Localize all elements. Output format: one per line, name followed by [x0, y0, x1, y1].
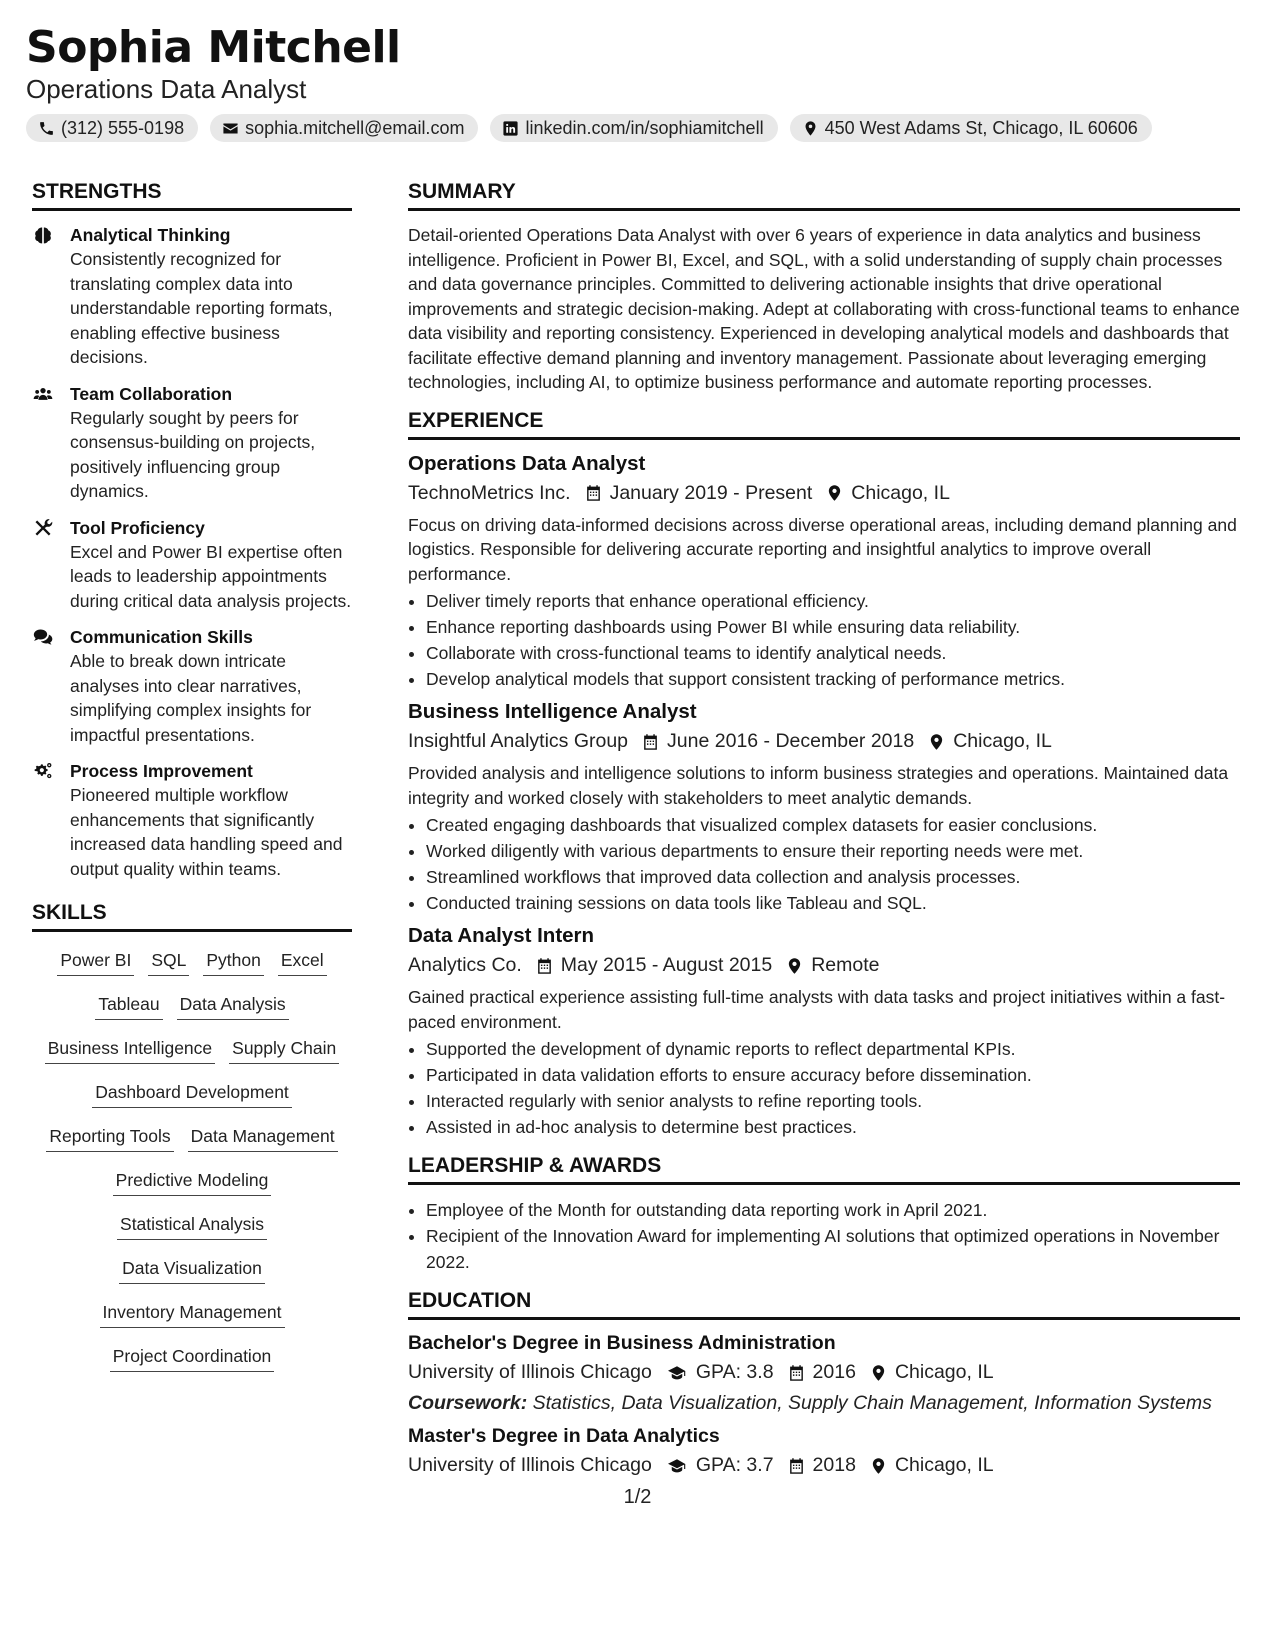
- job-location: Remote: [811, 954, 880, 976]
- coursework-text: Statistics, Data Visualization, Supply Chain Management, Information Systems: [532, 1392, 1212, 1414]
- job-meta: [408, 730, 1240, 753]
- skill-tag: Supply Chain: [229, 1036, 339, 1064]
- job-bullet: • Interacted regularly with senior analysts to refine reporting tools.: [426, 1088, 1240, 1114]
- skill-tag: Predictive Modeling: [113, 1168, 272, 1196]
- job-description: Focus on driving data-informed decisions across diverse operational areas, including demand planning and logistics. Responsible for delivering accurate reporting and insightful analytics to improve overall performance.: [408, 514, 1237, 584]
- phone-icon: [38, 120, 55, 137]
- graduation-year: 2016: [812, 1361, 856, 1383]
- leadership-heading: LEADERSHIP & AWARDS: [408, 1154, 1240, 1185]
- skill-tag: Python: [203, 948, 263, 976]
- graduation-cap-icon: [666, 1364, 688, 1382]
- calendar-icon: [642, 733, 659, 751]
- graduation-cap-icon: [666, 1457, 688, 1475]
- brain-icon: [32, 225, 54, 245]
- job-bullet: • Deliver timely reports that enhance operational efficiency.: [426, 588, 1240, 614]
- map-pin-icon: [928, 733, 945, 751]
- comments-icon: [32, 627, 54, 647]
- job-description: Provided analysis and intelligence solutions to inform business strategies and operations. Maintained data integrity and worked closely with stakeholders to meet analytic demands.: [408, 763, 1229, 808]
- skill-tag: Power BI: [57, 948, 134, 976]
- contact-phone-text: (312) 555-0198: [61, 117, 185, 138]
- job-dates: January 2019 - Present: [609, 481, 813, 504]
- gpa: GPA: 3.7: [695, 1454, 774, 1476]
- skill-tag: SQL: [148, 948, 189, 976]
- graduation-year: 2018: [812, 1454, 856, 1476]
- job-company: Analytics Co.: [408, 954, 522, 976]
- job-bullet: • Created engaging dashboards that visualized complex datasets for easier conclusions.: [426, 812, 1240, 838]
- strength-item: [32, 516, 352, 614]
- strength-title: Analytical Thinking: [70, 225, 231, 245]
- calendar-icon: [788, 1364, 805, 1382]
- job-bullet: • Streamlined workflows that improved data collection and analysis processes.: [426, 864, 1240, 890]
- contact-address: [790, 114, 1152, 142]
- contact-address-text: 450 West Adams St, Chicago, IL 60606: [824, 117, 1138, 138]
- contact-phone[interactable]: [26, 114, 198, 142]
- contact-linkedin[interactable]: [490, 114, 777, 142]
- job-title: Data Analyst Intern: [408, 924, 595, 947]
- map-pin-icon: [870, 1364, 887, 1382]
- strengths-heading: STRENGTHS: [32, 180, 352, 211]
- experience-heading: EXPERIENCE: [408, 409, 1240, 440]
- candidate-role: Operations Data Analyst: [26, 74, 307, 104]
- calendar-icon: [585, 484, 602, 502]
- skill-tag: Data Visualization: [119, 1256, 265, 1284]
- strength-desc: Consistently recognized for translating complex data into understandable reporting formats, enabling effective business decisions.: [70, 249, 333, 367]
- page-number: 1/2: [623, 1486, 652, 1508]
- skill-tag: Inventory Management: [100, 1300, 285, 1328]
- job-location: Chicago, IL: [953, 730, 1052, 752]
- strength-title: Communication Skills: [70, 627, 253, 647]
- strength-item: [32, 759, 352, 881]
- award-item: • Employee of the Month for outstanding data reporting work in April 2021.: [426, 1197, 1240, 1223]
- strength-desc: Excel and Power BI expertise often leads to leadership appointments during critical data analysis projects.: [70, 541, 352, 611]
- map-pin-icon: [870, 1457, 887, 1475]
- coursework: [408, 1392, 1240, 1415]
- strength-desc: Able to break down intricate analyses into clear narratives, simplifying complex insights for impactful presentations.: [70, 651, 312, 745]
- job-entry: [408, 700, 1240, 916]
- tools-icon: [32, 518, 54, 538]
- job-bullet: • Enhance reporting dashboards using Power BI while ensuring data reliability.: [426, 614, 1240, 640]
- job-bullet: • Develop analytical models that support consistent tracking of performance metrics.: [426, 666, 1240, 692]
- job-location: Chicago, IL: [851, 481, 950, 504]
- job-bullet: • Supported the development of dynamic reports to reflect departmental KPIs.: [426, 1036, 1240, 1062]
- education-entry: [408, 1425, 1240, 1477]
- job-dates: June 2016 - December 2018: [667, 730, 915, 752]
- job-company: Insightful Analytics Group: [408, 730, 629, 752]
- left-column: [32, 180, 352, 1372]
- skill-tag: Statistical Analysis: [117, 1212, 267, 1240]
- award-item: • Recipient of the Innovation Award for implementing AI solutions that optimized operations in November 2022.: [426, 1223, 1240, 1275]
- gpa: GPA: 3.8: [695, 1361, 774, 1383]
- summary-heading: SUMMARY: [408, 180, 1240, 211]
- envelope-icon: [222, 120, 239, 137]
- job-bullets: [408, 1036, 1240, 1140]
- strength-title: Tool Proficiency: [70, 517, 205, 538]
- strength-item: [32, 223, 352, 370]
- degree-title: Bachelor's Degree in Business Administration: [408, 1332, 836, 1354]
- strength-desc: Pioneered multiple workflow enhancements that significantly increased data handling speed and output quality within teams.: [70, 785, 343, 879]
- education-entry: [408, 1332, 1240, 1415]
- skill-tag: Dashboard Development: [92, 1080, 292, 1108]
- job-bullet: • Conducted training sessions on data tools like Tableau and SQL.: [426, 890, 1240, 916]
- job-meta: [408, 954, 1240, 977]
- job-bullet: • Worked diligently with various departments to ensure their reporting needs were met.: [426, 838, 1240, 864]
- strength-item: [32, 625, 352, 747]
- job-bullets: [408, 588, 1240, 692]
- summary-text: Detail-oriented Operations Data Analyst with over 6 years of experience in data analytics and business intelligence. Proficient in Power BI, Excel, and SQL, with a solid understanding of supply chain processes and data governance principles. Committed to delivering actionable insights that drive operational improvements and strategic decision-making. Adept at collaborating with cross-functional teams to enhance data visibility and reporting consistency. Experienced in developing analytical models and dashboards that facilitate effective demand planning and inventory management. Passionate about leveraging emerging technologies, including AI, to optimize business performance and automate reporting processes.: [408, 225, 1240, 392]
- strength-desc: Regularly sought by peers for consensus-building on projects, positively influencing group dynamics.: [70, 407, 316, 501]
- candidate-name: Sophia Mitchell: [26, 22, 401, 73]
- job-dates: May 2015 - August 2015: [560, 954, 773, 976]
- school-location: Chicago, IL: [894, 1454, 994, 1476]
- calendar-icon: [788, 1457, 805, 1475]
- school-location: Chicago, IL: [894, 1361, 994, 1383]
- linkedin-icon: [502, 120, 519, 137]
- education-heading: EDUCATION: [408, 1289, 1240, 1320]
- skill-tag: Business Intelligence: [45, 1036, 215, 1064]
- gears-icon: [32, 761, 54, 781]
- job-meta: [408, 482, 1240, 505]
- calendar-icon: [536, 957, 553, 975]
- job-bullet: • Participated in data validation efforts to ensure accuracy before dissemination.: [426, 1062, 1240, 1088]
- map-pin-icon: [826, 484, 843, 502]
- strength-item: [32, 382, 352, 504]
- skill-tag: Data Management: [188, 1124, 338, 1152]
- job-entry: [408, 924, 1240, 1140]
- school-name: University of Illinois Chicago: [408, 1454, 652, 1476]
- skill-tag: Data Analysis: [177, 992, 289, 1020]
- strength-title: Process Improvement: [70, 761, 253, 781]
- job-bullets: [408, 812, 1240, 916]
- job-title: Business Intelligence Analyst: [408, 700, 697, 723]
- education-meta: [408, 1454, 1240, 1477]
- contact-email-text: sophia.mitchell@email.com: [245, 117, 465, 138]
- job-description: Gained practical experience assisting full-time analysts with data tasks and project initiatives within a fast-paced environment.: [408, 987, 1226, 1032]
- skill-tag: Excel: [278, 948, 327, 976]
- contact-bar: [26, 114, 1152, 142]
- skills-heading: SKILLS: [32, 901, 352, 932]
- contact-linkedin-text: linkedin.com/in/sophiamitchell: [525, 117, 764, 138]
- skill-tag: Tableau: [95, 992, 162, 1020]
- right-column: [408, 180, 1240, 1485]
- job-bullet: • Collaborate with cross-functional teams to identify analytical needs.: [426, 640, 1240, 666]
- school-name: University of Illinois Chicago: [408, 1361, 652, 1383]
- job-entry: [408, 452, 1240, 693]
- coursework-label: Coursework:: [408, 1392, 528, 1414]
- skill-tag: Project Coordination: [110, 1344, 275, 1372]
- skill-tag: Reporting Tools: [46, 1124, 173, 1152]
- leadership-list: [408, 1197, 1240, 1275]
- job-bullet: • Assisted in ad-hoc analysis to determine best practices.: [426, 1114, 1240, 1140]
- education-meta: [408, 1361, 1240, 1384]
- map-pin-icon: [802, 120, 819, 137]
- job-title: Operations Data Analyst: [408, 451, 646, 475]
- degree-title: Master's Degree in Data Analytics: [408, 1425, 720, 1447]
- users-icon: [32, 384, 54, 404]
- map-pin-icon: [786, 957, 803, 975]
- job-company: TechnoMetrics Inc.: [408, 481, 571, 504]
- contact-email[interactable]: [210, 114, 478, 142]
- skills-list: [32, 948, 352, 1372]
- strength-title: Team Collaboration: [70, 383, 233, 404]
